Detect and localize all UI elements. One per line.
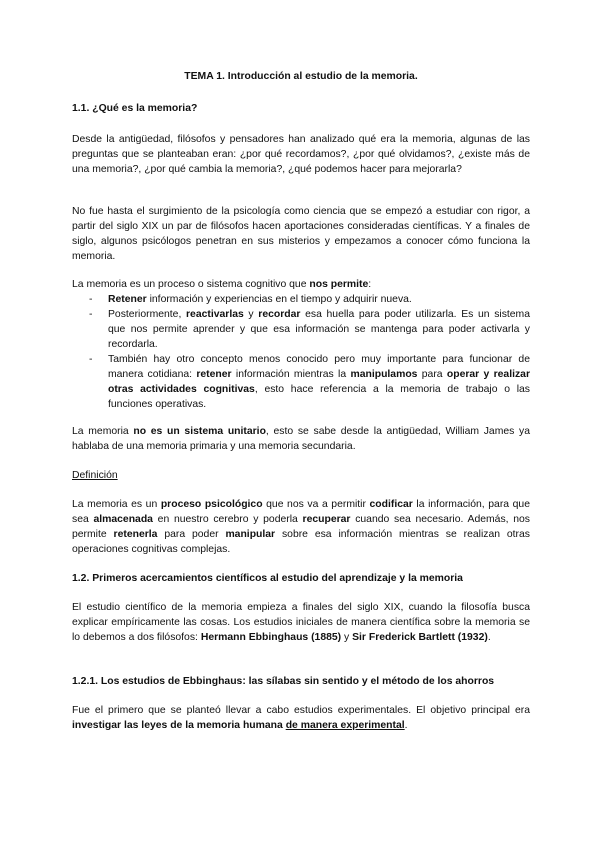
paragraph-history: Desde la antigüedad, filósofos y pensadores han analizado qué era la memoria, algunas de las preguntas que se planteaban eran: ¿por qué recordamos?, ¿por qué olvidamos?, ¿existe más de una memoria?, ¿por qué cambia la memoria?, ¿qué podemos hacer para mejorarla? — [72, 134, 530, 175]
list-item: - También hay otro concepto menos conocido pero muy importante para funcionar de manera cotidiana: retener información mientras la manipulamos para operar y realizar otras actividades cognitivas, esto hace referencia a la memoria de trabajo o las funciones operativas. — [89, 354, 531, 410]
paragraph-not-unitary: La memoria no es un sistema unitario, esto se sabe desde la antigüedad, William James ya hablaba de una memoria primaria y una memoria secundaria. — [72, 426, 531, 452]
paragraph-ebbinghaus: Fue el primero que se planteó llevar a cabo estudios experimentales. El objetivo principal era investigar las leyes de la memoria humana de manera experimental. — [72, 705, 530, 731]
definition-heading: Definición — [72, 470, 118, 481]
paragraph-scientific-study: El estudio científico de la memoria empieza a finales del siglo XIX, cuando la filosofía busca explicar empíricamente las cosas. Los estudios iniciales de manera científica sobre la memoria se lo debemos a dos filósofos: Hermann Ebbinghaus (1885) y Sir Frederick Bartlett (1932). — [72, 602, 530, 643]
paragraph-psychology: No fue hasta el surgimiento de la psicología como ciencia que se empezó a estudiar con rigor, a partir del siglo XIX un par de filósofos hacen aportaciones consideradas científicas. Y a finales de siglo, algunos psicólogos penetran en sus misterios y empezamos a conocer cómo funciona la memoria. — [72, 206, 530, 262]
section-heading-1-2: 1.2. Primeros acercamientos científicos al estudio del aprendizaje y la memoria — [72, 573, 463, 584]
list-item: - Posteriormente, reactivarlas y recordar esa huella para poder utilizarla. Es un sistema que nos permite aprender y que esa información se mantenga para poder activarla y recordarla. — [89, 309, 530, 350]
list-item: - Retener información y experiencias en el tiempo y adquirir nueva. — [89, 294, 412, 305]
paragraph-memory-allows: La memoria es un proceso o sistema cognitivo que nos permite: - Retener información y experiencias en el tiempo y adquirir nueva. - Posteriormente, reactivarlas y recordar esa huella para poder utilizarla. Es un sistema que nos permite aprender y que esa información se mantenga para poder activarla y recordarla. - También hay otro concepto menos conocido pero muy importante para funcionar de manera cotidiana: retener información mientras la manipulamos para operar y realizar otras actividades cognitivas, esto hace referencia a la memoria de trabajo o las funciones operativas. — [72, 279, 531, 410]
paragraph-definition: La memoria es un proceso psicológico que nos va a permitir codificar la información, para que sea almacenada en nuestro cerebro y poderla recuperar cuando sea necesario. Además, nos permite retenerla para poder manipular sobre esa información mientras se realizan otras operaciones cognitivas complejas. — [72, 499, 530, 555]
section-heading-1-2-1: 1.2.1. Los estudios de Ebbinghaus: las sílabas sin sentido y el método de los ahorros — [72, 676, 495, 687]
page-title: TEMA 1. Introducción al estudio de la memoria. — [184, 71, 418, 82]
section-heading-1-1: 1.1. ¿Qué es la memoria? — [72, 103, 198, 114]
memory-functions-list — [72, 292, 530, 412]
